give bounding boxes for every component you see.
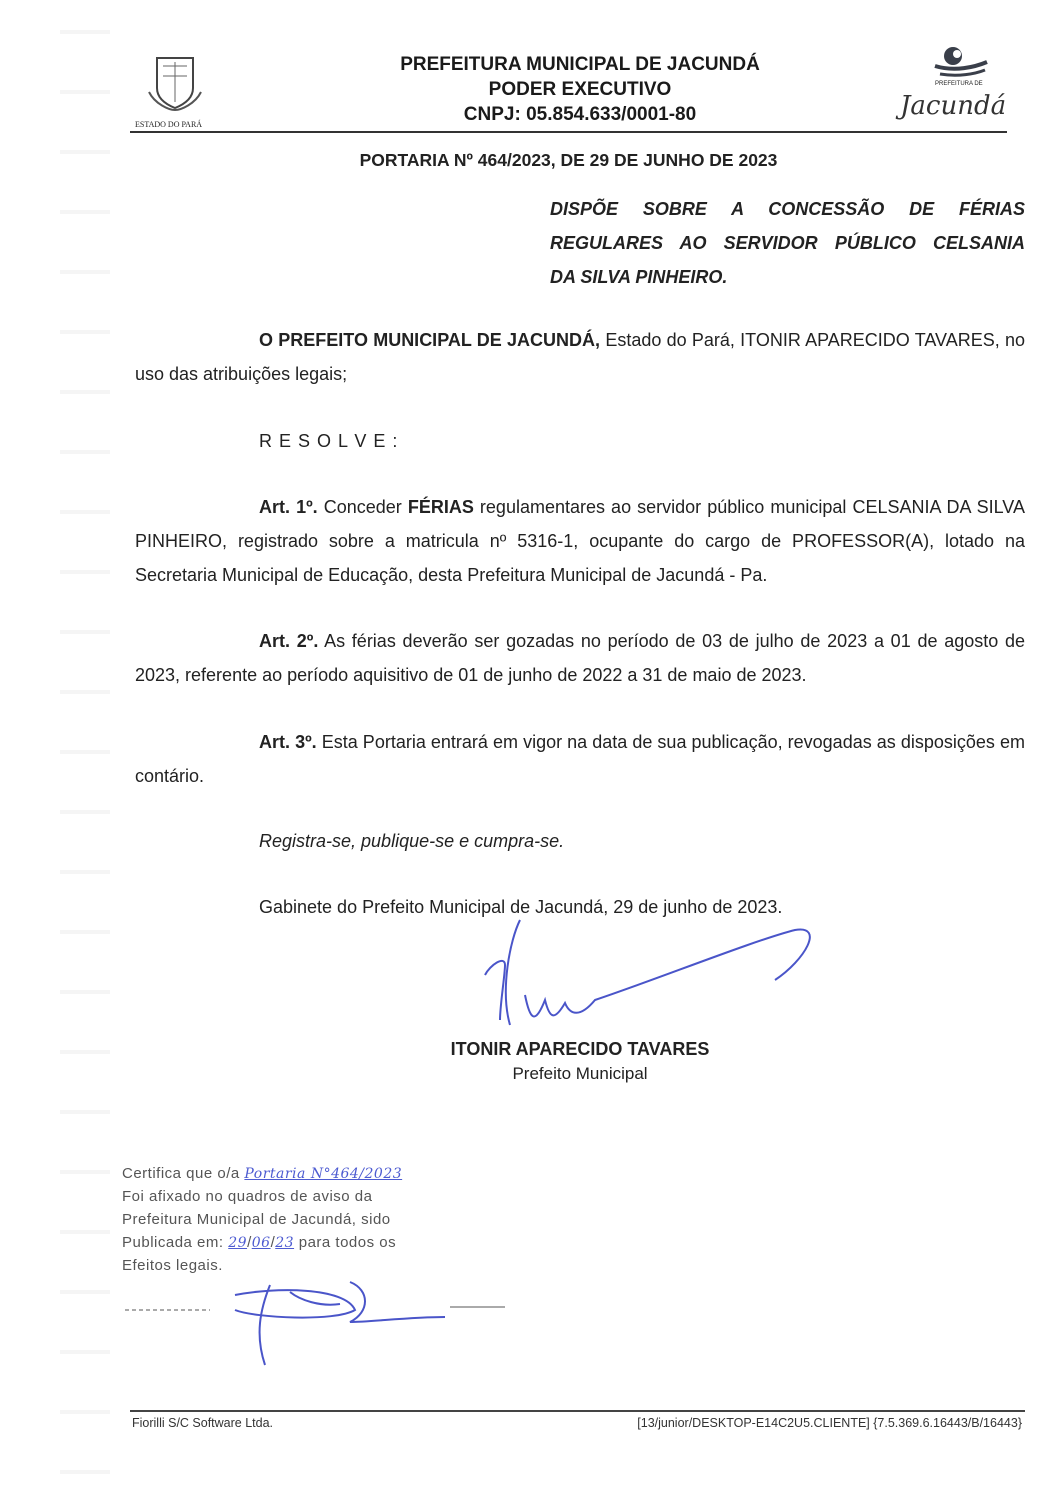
preamble-text: Estado do Pará, ITONIR APARECIDO TAVARES, no uso das atribuições legais;	[135, 330, 1026, 384]
signatory-role: Prefeito Municipal	[512, 1064, 648, 1083]
ementa-line: REGULARES AO SERVIDOR PÚBLICO CELSANIA	[550, 233, 1025, 253]
logo-small-text: PREFEITURA DE	[935, 81, 983, 87]
stamp-line: Certifica que o/a	[122, 1165, 240, 1182]
art1-label: Art. 1º.	[259, 497, 318, 517]
stamp-month: 06	[251, 1235, 271, 1251]
resolve-text: R E S O L V E :	[259, 431, 399, 451]
place-date-text: Gabinete do Prefeito Municipal de Jacundá, 29 de junho de 2023.	[259, 897, 783, 917]
jacunda-logo	[895, 44, 1005, 128]
left-logo-caption: ESTADO DO PARÁ	[135, 120, 203, 129]
coat-of-arms-logo	[145, 52, 205, 114]
stamp-line: Prefeitura Municipal de Jacundá, sido	[122, 1211, 391, 1228]
stamp-year: 23	[275, 1235, 295, 1251]
stamp-signature	[120, 1280, 510, 1370]
article-1	[135, 490, 1025, 592]
preamble	[135, 323, 1025, 391]
stamp-handwritten-portaria: Portaria N°464/2023	[244, 1166, 403, 1182]
art1-text: regulamentares ao servidor público municipal CELSANIA DA SILVA PINHEIRO, registrado sobre a matricula nº 5316-1, ocupante do cargo de PROFESSOR(A), lotado na Secretaria Municipal de Educação, desta Prefeitura Municipal de Jacundá - Pa.	[135, 497, 1025, 585]
footer-divider	[130, 1410, 1025, 1412]
logo-text: Jacundá	[900, 91, 1007, 121]
ementa-line: DA SILVA PINHEIRO.	[550, 267, 728, 287]
closing	[135, 824, 1025, 858]
header-block	[330, 52, 830, 127]
art3-label: Art. 3º.	[259, 732, 317, 752]
ementa-line: DISPÕE SOBRE A CONCESSÃO DE FÉRIAS	[550, 199, 1025, 219]
art3-text: Esta Portaria entrará em vigor na data de sua publicação, revogadas as disposições em contário.	[135, 732, 1025, 786]
closing-text: Registra-se, publique-se e cumpra-se.	[259, 831, 565, 851]
art1-pre: Conceder	[317, 497, 408, 517]
stamp-line: para todos os	[298, 1234, 397, 1251]
footer-left: Fiorilli S/C Software Ltda.	[132, 1416, 274, 1430]
preamble-bold: O PREFEITO MUNICIPAL DE JACUNDÁ,	[259, 330, 601, 350]
stamp-line: Publicada em:	[122, 1234, 224, 1251]
art2-text: As férias deverão ser gozadas no período de 03 de julho de 2023 a 01 de agosto de 2023, referente ao período aquisitivo de 01 de junho de 2022 a 31 de maio de 2023.	[135, 631, 1025, 685]
art1-bold: FÉRIAS	[407, 497, 474, 517]
header-divider	[130, 131, 1007, 133]
stamp-line: Efeitos legais.	[122, 1257, 223, 1274]
ementa	[550, 192, 1025, 294]
art2-label: Art. 2º.	[259, 631, 319, 651]
article-3	[135, 725, 1025, 793]
document-title: PORTARIA Nº 464/2023, DE 29 DE JUNHO DE 2023	[359, 150, 778, 170]
article-2	[135, 624, 1025, 692]
resolve	[135, 424, 1025, 458]
footer-right: [13/junior/DESKTOP-E14C2U5.CLIENTE] {7.5.369.6.16443/B/16443}	[637, 1416, 1022, 1430]
header-line-3: CNPJ: 05.854.633/0001-80	[463, 104, 697, 125]
scan-edge	[60, 0, 110, 1504]
mayor-signature	[470, 915, 870, 1035]
header-line-1: PREFEITURA MUNICIPAL DE JACUNDÁ	[400, 54, 760, 75]
signatory-name: ITONIR APARECIDO TAVARES	[450, 1039, 710, 1059]
header-line-2: PODER EXECUTIVO	[488, 79, 672, 100]
stamp-line: Foi afixado no quadros de aviso da	[122, 1188, 373, 1205]
publication-stamp: Certifica que o/a Portaria N°464/2023 Foi afixado no quadros de aviso da Prefeitura Municipal de Jacundá, sido Publicada em: 29/06/23 para todos os Efeitos legais.	[122, 1162, 512, 1277]
stamp-day: 29	[228, 1235, 248, 1251]
